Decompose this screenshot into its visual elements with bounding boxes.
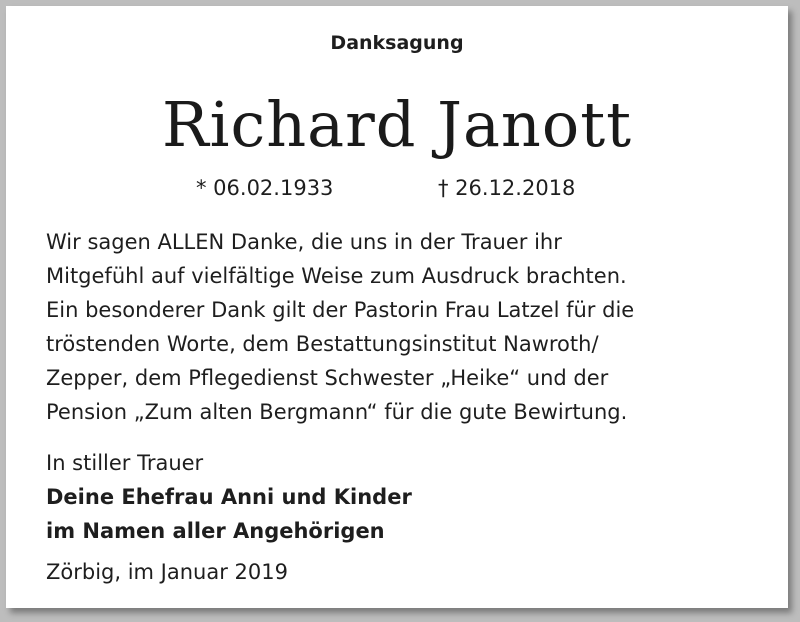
notice-header: Danksagung bbox=[330, 32, 464, 54]
thanks-text bbox=[46, 225, 766, 429]
thanks-line: Mitgefühl auf vielfältige Weise zum Ausdruck brachten. bbox=[46, 264, 627, 288]
obituary-card bbox=[12, 12, 782, 608]
deceased-name: Richard Janott bbox=[161, 88, 633, 161]
thanks-line: Ein besonderer Dank gilt der Pastorin Frau Latzel für die bbox=[46, 298, 635, 322]
thanks-line: Zepper, dem Pflegedienst Schwester „Heike“ und der bbox=[46, 366, 609, 390]
death-date: † 26.12.2018 bbox=[438, 176, 576, 200]
thanks-line: tröstenden Worte, dem Bestattungsinstitut Nawroth/ bbox=[46, 332, 599, 356]
closing-intro: In stiller Trauer bbox=[46, 451, 204, 475]
closing-block bbox=[46, 446, 766, 548]
signatories-line-2: im Namen aller Angehörigen bbox=[46, 519, 385, 543]
place-date: Zörbig, im Januar 2019 bbox=[46, 560, 288, 584]
thanks-line: Wir sagen ALLEN Danke, die uns in der Trauer ihr bbox=[46, 230, 562, 254]
signatories-line-1: Deine Ehefrau Anni und Kinder bbox=[46, 485, 412, 509]
thanks-line: Pension „Zum alten Bergmann“ für die gute Bewirtung. bbox=[46, 400, 628, 424]
birth-date: * 06.02.1933 bbox=[196, 176, 334, 200]
